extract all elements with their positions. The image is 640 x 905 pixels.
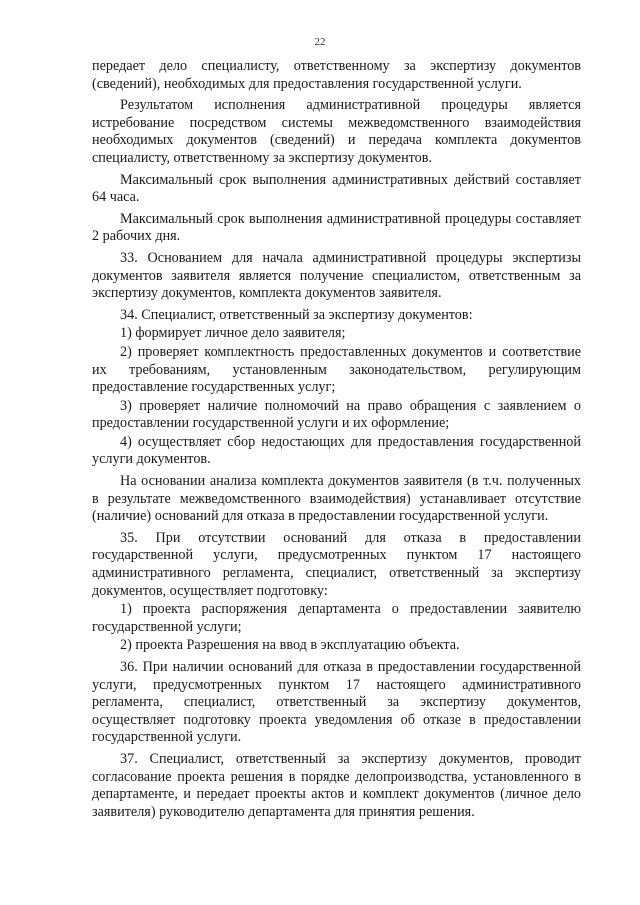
paragraph-analysis: На основании анализа комплекта документов заявителя (в т.ч. полученных в результате межведомственного взаимодействия) устанавливает отсутствие (наличие) оснований для отказа в предоставлении государственной услуги.: [92, 473, 581, 525]
paragraph-33: 33. Основанием для начала административной процедуры экспертизы документов заявителя является получение специалистом, ответственным за экспертизу документов, комплекта документов заявителя.: [92, 249, 581, 302]
paragraph-36: 36. При наличии оснований для отказа в предоставлении государственной услуги, предусмотренных пунктом 17 настоящего административного регламента, специалист, ответственный за экспертизу документов, осуществляет подготовку проекта уведомления об отказе в предоставлении государственной услуги.: [92, 659, 581, 746]
document-body: [92, 58, 581, 825]
paragraph-34-item-1: 1) формирует личное дело заявителя;: [120, 325, 346, 342]
paragraph-35: 35. При отсутствии оснований для отказа в предоставлении государственной услуги, предусмотренных пунктом 17 настоящего административного регламента, специалист, ответственный за экспертизу документов, осуществляет подготовку:: [92, 529, 581, 599]
page-number: 22: [314, 36, 326, 48]
paragraph-34-item-3: 3) проверяет наличие полномочий на право обращения с заявлением о предоставлении государственной услуги и их оформление;: [92, 397, 581, 432]
paragraph-continuation: передает дело специалисту, ответственному за экспертизу документов (сведений), необходимых для предоставления государственной услуги.: [92, 58, 581, 92]
paragraph-35-item-2: 2) проекта Разрешения на ввод в эксплуатацию объекта.: [120, 637, 460, 654]
paragraph-35-item-1: 1) проекта распоряжения департамента о предоставлении заявителю государственной услуги;: [92, 601, 581, 635]
paragraph-result: Результатом исполнения административной процедуры является истребование посредством системы межведомственного взаимодействия необходимых документов (сведений) и передача комплекта документов специалисту, ответственному за экспертизу документов.: [92, 97, 581, 166]
paragraph-max-time-procedure: Максимальный срок выполнения административной процедуры составляет 2 рабочих дня.: [92, 210, 581, 245]
paragraph-34-item-4: 4) осуществляет сбор недостающих для предоставления государственной услуги документов.: [92, 433, 581, 468]
paragraph-37: 37. Специалист, ответственный за экспертизу документов, проводит согласование проекта решения в порядке делопроизводства, установленного в департаменте, и передает проекты актов и комплект документов (личное дело заявителя) руководителю департамента для принятия решения.: [92, 750, 581, 820]
paragraph-max-time-actions: Максимальный срок выполнения административных действий составляет 64 часа.: [92, 171, 581, 206]
paragraph-34-item-2: 2) проверяет комплектность предоставленных документов и соответствие их требованиям, установленным законодательством, регулирующим предоставление государственных услуг;: [92, 343, 581, 396]
paragraph-34: 34. Специалист, ответственный за экспертизу документов:: [120, 306, 473, 323]
